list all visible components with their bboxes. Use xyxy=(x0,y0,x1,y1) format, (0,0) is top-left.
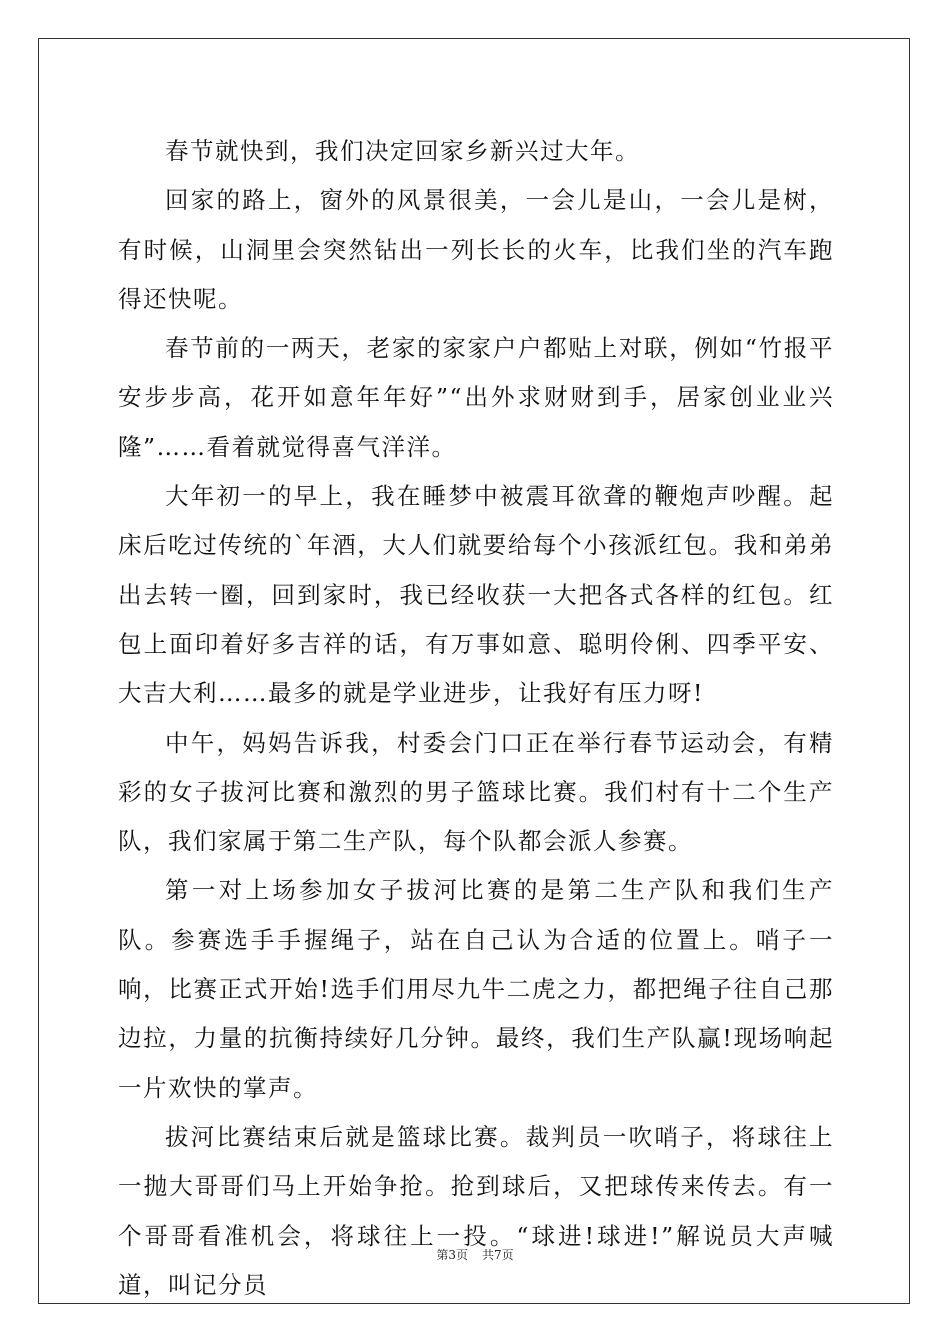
paragraph: 回家的路上，窗外的风景很美，一会儿是山，一会儿是树，有时候，山洞里会突然钻出一列长长的火车，比我们坐的汽车跑得还快呢。 xyxy=(118,186,834,313)
page-footer xyxy=(0,1246,950,1263)
document-body xyxy=(118,127,834,1310)
paragraph: 第一对上场参加女子拔河比赛的是第二生产队和我们生产队。参赛选手手握绳子，站在自己认为合适的位置上。哨子一响，比赛正式开始!选手们用尽九牛二虎之力，都把绳子往自己那边拉，力量的抗衡持续好几分钟。最终，我们生产队赢!现场响起一片欢快的掌声。 xyxy=(118,876,834,1102)
paragraph: 中午，妈妈告诉我，村委会门口正在举行春节运动会，有精彩的女子拔河比赛和激烈的男子篮球比赛。我们村有十二个生产队，我们家属于第二生产队，每个队都会派人参赛。 xyxy=(118,728,834,856)
paragraph: 拔河比赛结束后就是篮球比赛。裁判员一吹哨子，将球往上一抛大哥哥们马上开始争抢。抢到球后，又把球传来传去。有一个哥哥看准机会，将球往上一投。“球进!球进!”解说员大声喊道，叫记分员 xyxy=(118,1122,834,1299)
page-number: 第3页 xyxy=(436,1248,468,1262)
page-total: 共7页 xyxy=(482,1248,514,1262)
paragraph: 大年初一的早上，我在睡梦中被震耳欲聋的鞭炮声吵醒。起床后吃过传统的`年酒，大人们就要给每个小孩派红包。我和弟弟出去转一圈，回到家时，我已经收获一大把各式各样的红包。红包上面印着好多吉祥的话，有万事如意、聪明伶俐、四季平安、大吉大利……最多的就是学业进步，让我好有压力呀! xyxy=(118,482,834,708)
paragraph: 春节前的一两天，老家的家家户户都贴上对联，例如“竹报平安步步高，花开如意年年好”“出外求财财到手，居家创业业兴隆”……看着就觉得喜气洋洋。 xyxy=(118,334,834,461)
paragraph: 春节就快到，我们决定回家乡新兴过大年。 xyxy=(165,137,640,165)
